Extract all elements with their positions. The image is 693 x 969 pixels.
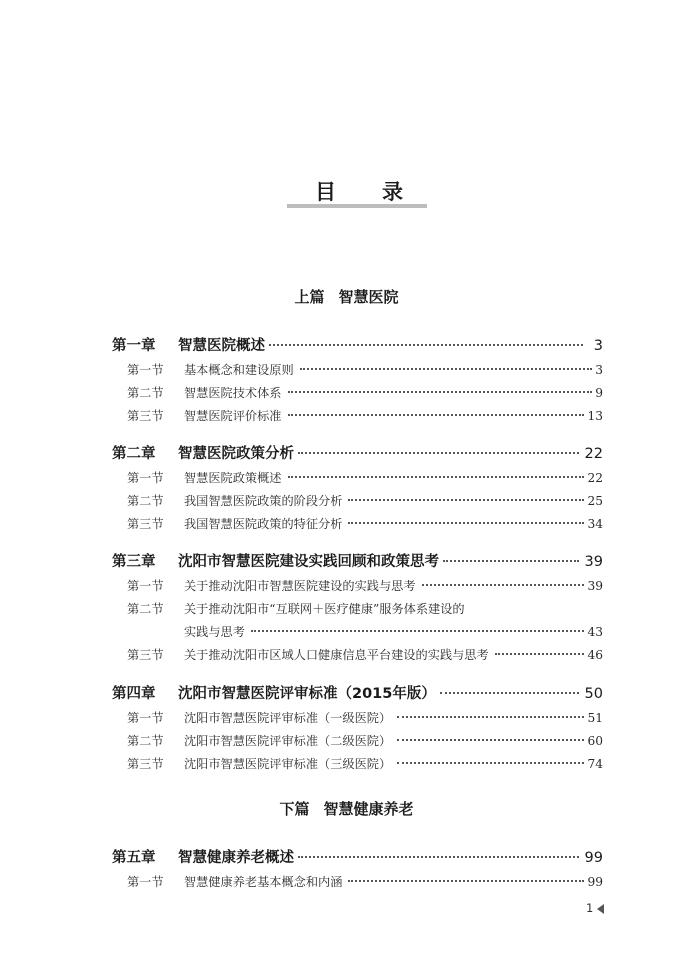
page-marker-triangle-icon (597, 904, 604, 914)
part-label: 下篇 (279, 800, 310, 818)
dot-leader (348, 880, 584, 882)
toc-title (290, 176, 428, 206)
dot-leader (422, 584, 585, 586)
chapter-title: 沈阳市智慧医院建设实践回顾和政策思考 (178, 554, 439, 570)
section-page: 74 (587, 757, 603, 771)
section-page: 60 (587, 734, 603, 748)
dot-leader (348, 499, 584, 501)
section-number: 第一节 (127, 363, 164, 377)
chapter-title: 智慧医院概述 (178, 338, 265, 354)
dot-leader (298, 452, 579, 454)
part-name: 智慧健康养老 (323, 800, 414, 818)
section-entry[interactable] (127, 492, 603, 509)
section-entry[interactable] (127, 407, 603, 424)
chapter-title: 智慧医院政策分析 (178, 446, 294, 462)
section-title: 智慧医院技术体系 (184, 386, 282, 400)
section-entry-continued[interactable] (184, 623, 603, 640)
section-number: 第一节 (127, 711, 164, 725)
dot-leader (288, 391, 593, 393)
section-number: 第三节 (127, 757, 164, 771)
toc-title-right: 录 (382, 180, 403, 204)
section-page: 13 (587, 409, 603, 423)
section-number: 第三节 (127, 517, 164, 531)
section-number: 第三节 (127, 409, 164, 423)
section-page: 46 (587, 648, 603, 662)
page-number: 1 (586, 901, 594, 915)
section-title: 智慧医院政策概述 (184, 471, 282, 485)
section-page: 51 (587, 711, 603, 725)
chapter-entry[interactable] (112, 682, 603, 703)
section-title: 沈阳市智慧医院评审标准（一级医院） (184, 711, 392, 725)
dot-leader (300, 368, 593, 370)
section-entry[interactable] (127, 515, 603, 532)
section-number: 第一节 (127, 579, 164, 593)
section-page: 22 (587, 471, 603, 485)
section-title: 沈阳市智慧医院评审标准（二级医院） (184, 734, 392, 748)
section-number: 第三节 (127, 648, 164, 662)
chapter-title: 沈阳市智慧医院评审标准（2015年版） (178, 686, 436, 702)
chapter-number: 第三章 (112, 554, 156, 570)
part-label: 上篇 (294, 288, 325, 306)
part-heading-1 (0, 286, 693, 307)
section-page: 3 (595, 363, 603, 377)
dot-leader (443, 560, 579, 562)
section-title: 基本概念和建设原则 (184, 363, 294, 377)
chapter-title: 智慧健康养老概述 (178, 850, 294, 866)
section-page: 43 (587, 625, 603, 639)
section-entry[interactable] (127, 732, 603, 749)
dot-leader (397, 716, 584, 718)
chapter-number: 第五章 (112, 850, 156, 866)
chapter-number: 第二章 (112, 446, 156, 462)
section-number: 第一节 (127, 471, 164, 485)
section-entry[interactable] (127, 577, 603, 594)
chapter-entry[interactable] (112, 442, 603, 463)
section-entry[interactable] (127, 873, 603, 890)
section-entry[interactable] (127, 600, 603, 617)
chapter-number: 第一章 (112, 338, 156, 354)
chapter-number: 第四章 (112, 686, 156, 702)
part-heading-2 (0, 798, 693, 819)
chapter-page: 50 (584, 686, 603, 702)
dot-leader (298, 856, 579, 858)
part-name: 智慧医院 (338, 288, 399, 306)
dot-leader (288, 414, 585, 416)
chapter-entry[interactable] (112, 334, 603, 355)
title-underline (287, 204, 427, 208)
chapter-entry[interactable] (112, 550, 603, 571)
section-number: 第二节 (127, 602, 164, 616)
section-number: 第二节 (127, 386, 164, 400)
dot-leader (288, 476, 585, 478)
section-entry[interactable] (127, 384, 603, 401)
chapter-entry[interactable] (112, 846, 603, 867)
dot-leader (440, 692, 579, 694)
toc-title-left: 目 (315, 180, 336, 204)
section-entry[interactable] (127, 646, 603, 663)
section-number: 第二节 (127, 734, 164, 748)
section-title: 沈阳市智慧医院评审标准（三级医院） (184, 757, 392, 771)
section-title: 关于推动沈阳市区域人口健康信息平台建设的实践与思考 (184, 648, 489, 662)
chapter-page: 99 (584, 850, 603, 866)
section-number: 第一节 (127, 875, 164, 889)
dot-leader (269, 344, 583, 346)
dot-leader (397, 739, 584, 741)
dot-leader (397, 762, 584, 764)
section-title-continued: 实践与思考 (184, 625, 245, 639)
dot-leader (251, 630, 585, 632)
section-entry[interactable] (127, 755, 603, 772)
section-page: 9 (595, 386, 603, 400)
section-title: 智慧医院评价标准 (184, 409, 282, 423)
section-entry[interactable] (127, 469, 603, 486)
section-title: 我国智慧医院政策的阶段分析 (184, 494, 343, 508)
section-title: 关于推动沈阳市智慧医院建设的实践与思考 (184, 579, 416, 593)
section-entry[interactable] (127, 361, 603, 378)
section-title: 智慧健康养老基本概念和内涵 (184, 875, 343, 889)
section-page: 39 (587, 579, 603, 593)
dot-leader (495, 653, 585, 655)
section-entry[interactable] (127, 709, 603, 726)
section-title: 我国智慧医院政策的特征分析 (184, 517, 343, 531)
section-page: 99 (587, 875, 603, 889)
section-page: 25 (587, 494, 603, 508)
chapter-page: 39 (584, 554, 603, 570)
section-number: 第二节 (127, 494, 164, 508)
section-page: 34 (587, 517, 603, 531)
section-title: 关于推动沈阳市“互联网＋医疗健康”服务体系建设的 (184, 602, 465, 616)
chapter-page: 3 (593, 338, 603, 354)
chapter-page: 22 (584, 446, 603, 462)
dot-leader (348, 522, 584, 524)
